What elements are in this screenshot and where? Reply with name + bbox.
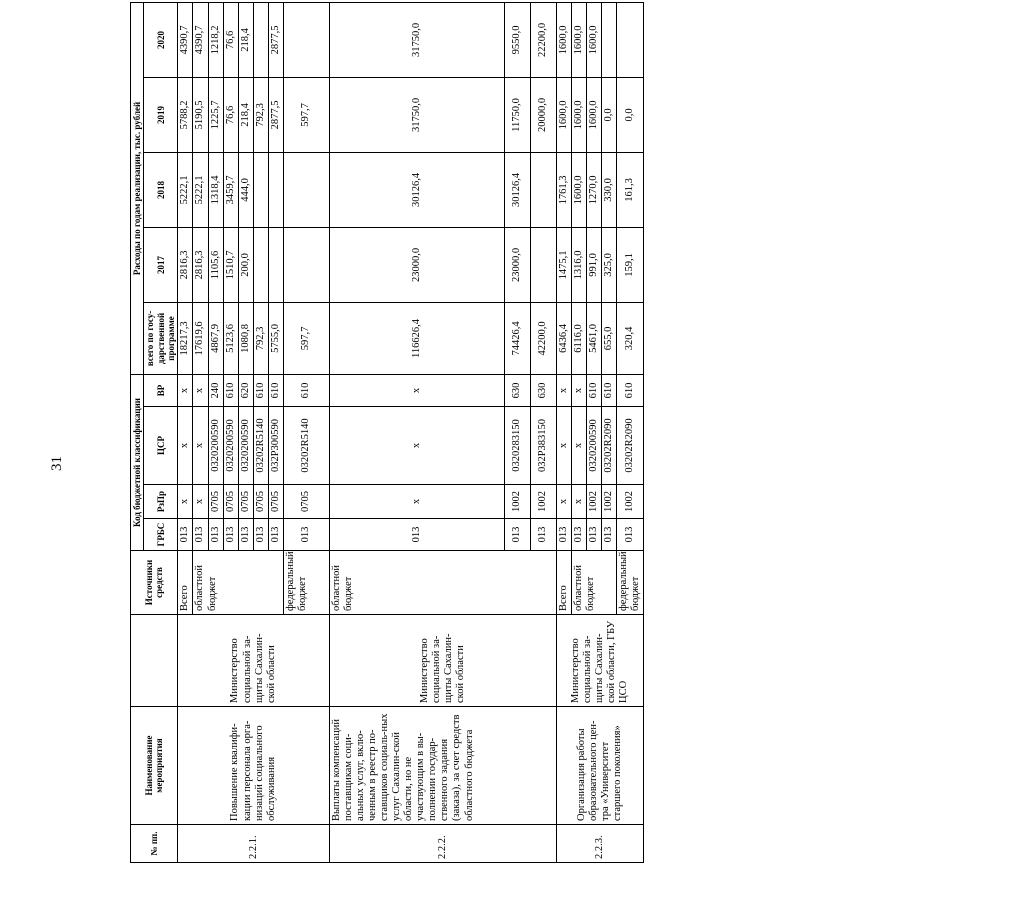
cell-vr: 610 (586, 374, 601, 406)
cell-y2018: 1600,0 (571, 152, 586, 227)
cell-vr: х (329, 374, 504, 406)
cell-y2018: 1318,4 (208, 152, 223, 227)
cell-rzpr: 0705 (268, 485, 283, 519)
cell-grbs: 013 (283, 519, 329, 551)
cell-csr: 032P383150 (530, 407, 556, 485)
funding-source: областной бюджет (571, 551, 616, 615)
cell-y2020: 1600,0 (556, 2, 571, 77)
cell-y2019: 1225,7 (208, 77, 223, 152)
header-rzpr: РзПр (144, 485, 178, 519)
funding-source: областной бюджет (193, 551, 283, 615)
cell-y2019: 31750,0 (329, 77, 504, 152)
cell-total: 655,0 (602, 302, 617, 374)
cell-y2020: 22200,0 (530, 2, 556, 77)
item-name: Организация работы образовательного цен-тра «Университет старшего поколения» (556, 707, 643, 825)
cell-rzpr: 0705 (253, 485, 268, 519)
funding-source: областной бюджет (329, 551, 556, 615)
cell-grbs: 013 (617, 519, 644, 551)
item-number: 2.2.1. (178, 825, 329, 863)
cell-grbs: 013 (178, 519, 193, 551)
table-body (178, 2, 644, 862)
cell-y2018: 30126,4 (504, 152, 530, 227)
cell-rzpr: 1002 (617, 485, 644, 519)
cell-grbs: 013 (329, 519, 504, 551)
cell-total: 116626,4 (329, 302, 504, 374)
cell-csr: 032P300590 (268, 407, 283, 485)
cell-y2017: 1316,0 (571, 227, 586, 302)
cell-y2018: 5222,1 (178, 152, 193, 227)
cell-y2019: 1600,0 (586, 77, 601, 152)
cell-y2019: 1600,0 (556, 77, 571, 152)
cell-y2019: 5788,2 (178, 77, 193, 152)
cell-y2020 (602, 2, 617, 77)
cell-total: 4867,9 (208, 302, 223, 374)
cell-total: 5461,0 (586, 302, 601, 374)
cell-total: 18217,3 (178, 302, 193, 374)
cell-grbs: 013 (193, 519, 208, 551)
cell-rzpr: 1002 (504, 485, 530, 519)
header-name: Наименование мероприятия (131, 707, 178, 825)
funding-source: Всего (178, 551, 193, 615)
cell-vr: 630 (504, 374, 530, 406)
header-no: № пп. (131, 825, 178, 863)
cell-y2020 (617, 2, 644, 77)
cell-y2017: 325,0 (602, 227, 617, 302)
cell-y2017: 2816,3 (178, 227, 193, 302)
cell-csr: 03202R5140 (253, 407, 268, 485)
funding-source: Всего (556, 551, 571, 615)
cell-csr: х (193, 407, 208, 485)
cell-y2020: 1600,0 (586, 2, 601, 77)
cell-y2019: 0,0 (617, 77, 644, 152)
cell-y2020 (283, 2, 329, 77)
header-grbs: ГРБС (144, 519, 178, 551)
cell-y2017: 1510,7 (223, 227, 238, 302)
cell-total: 5755,0 (268, 302, 283, 374)
cell-grbs: 013 (223, 519, 238, 551)
cell-vr: 610 (283, 374, 329, 406)
cell-y2020 (253, 2, 268, 77)
cell-y2017: 1105,6 (208, 227, 223, 302)
page-frame (120, 0, 1025, 859)
cell-y2018: 30126,4 (329, 152, 504, 227)
cell-vr: 240 (208, 374, 223, 406)
cell-y2018: 1270,0 (586, 152, 601, 227)
cell-y2018: 3459,7 (223, 152, 238, 227)
cell-y2019: 11750,0 (504, 77, 530, 152)
cell-rzpr: 1002 (586, 485, 601, 519)
cell-y2018 (253, 152, 268, 227)
cell-grbs: 013 (602, 519, 617, 551)
cell-y2019: 792,3 (253, 77, 268, 152)
cell-vr: х (193, 374, 208, 406)
cell-y2017: 991,0 (586, 227, 601, 302)
cell-rzpr: х (556, 485, 571, 519)
cell-vr: х (556, 374, 571, 406)
cell-rzpr: х (193, 485, 208, 519)
cell-rzpr: 1002 (602, 485, 617, 519)
cell-y2019: 76,6 (223, 77, 238, 152)
cell-grbs: 013 (530, 519, 556, 551)
cell-rzpr: 0705 (223, 485, 238, 519)
cell-y2017 (283, 227, 329, 302)
cell-y2018: 444,0 (238, 152, 253, 227)
cell-grbs: 013 (268, 519, 283, 551)
cell-csr: 03202R2090 (617, 407, 644, 485)
cell-y2018 (283, 152, 329, 227)
cell-total: 42200,0 (530, 302, 556, 374)
cell-y2019: 0,0 (602, 77, 617, 152)
funding-source: федеральный бюджет (617, 551, 644, 615)
cell-grbs: 013 (571, 519, 586, 551)
cell-rzpr: 1002 (530, 485, 556, 519)
cell-grbs: 013 (238, 519, 253, 551)
cell-vr: 610 (223, 374, 238, 406)
cell-csr: 0320200590 (223, 407, 238, 485)
header-year-2020: 2020 (144, 2, 178, 77)
cell-y2018: 5222,1 (193, 152, 208, 227)
cell-vr: 630 (530, 374, 556, 406)
cell-vr: 610 (617, 374, 644, 406)
cell-y2019: 2877,5 (268, 77, 283, 152)
cell-total: 597,7 (283, 302, 329, 374)
cell-y2017 (253, 227, 268, 302)
cell-y2017: 200,0 (238, 227, 253, 302)
cell-vr: х (178, 374, 193, 406)
header-executor (131, 615, 178, 707)
cell-csr: х (571, 407, 586, 485)
item-executor: Министерство социальной за-щиты Сахалин-ской области (329, 615, 556, 707)
cell-grbs: 013 (586, 519, 601, 551)
cell-total: 74426,4 (504, 302, 530, 374)
cell-y2019: 20000,0 (530, 77, 556, 152)
cell-csr: 0320200590 (586, 407, 601, 485)
cell-y2020: 31750,0 (329, 2, 504, 77)
cell-y2017: 159,1 (617, 227, 644, 302)
header-budget-code: Код бюджетной классификации (131, 374, 144, 550)
cell-total: 5123,6 (223, 302, 238, 374)
cell-y2019: 1600,0 (571, 77, 586, 152)
item-executor: Министерство социальной за-щиты Сахалин-ской области (178, 615, 329, 707)
cell-y2019: 218,4 (238, 77, 253, 152)
table-row (178, 2, 193, 862)
cell-y2017 (530, 227, 556, 302)
rotated-page (120, 0, 760, 905)
cell-y2020: 4390,7 (178, 2, 193, 77)
cell-y2020: 76,6 (223, 2, 238, 77)
cell-total: 17619,6 (193, 302, 208, 374)
cell-grbs: 013 (208, 519, 223, 551)
cell-y2017: 23000,0 (504, 227, 530, 302)
cell-y2017 (268, 227, 283, 302)
item-name: Выплаты компенсаций поставщикам соци-альных услуг, вклю-ченным в реестр по-ставщиков социаль-ных услуг Сахалин-ской области, но не участвующим в вы-полнении государ-ственного задания (заказа), за счет средств областного бюджета (329, 707, 556, 825)
cell-y2018: 161,3 (617, 152, 644, 227)
cell-y2018: 1761,3 (556, 152, 571, 227)
cell-y2017: 2816,3 (193, 227, 208, 302)
cell-y2020: 2877,5 (268, 2, 283, 77)
cell-csr: 03202R5140 (283, 407, 329, 485)
header-total: всего по госу-дарственной программе (144, 302, 178, 374)
cell-rzpr: х (329, 485, 504, 519)
funding-source: федеральный бюджет (283, 551, 329, 615)
page-number: 31 (49, 456, 65, 471)
cell-vr: 610 (253, 374, 268, 406)
cell-total: 792,3 (253, 302, 268, 374)
cell-csr: х (329, 407, 504, 485)
header-year-2019: 2019 (144, 77, 178, 152)
table-row (329, 2, 504, 862)
cell-rzpr: 0705 (208, 485, 223, 519)
cell-vr: х (571, 374, 586, 406)
cell-rzpr: х (178, 485, 193, 519)
cell-csr: х (178, 407, 193, 485)
cell-y2019: 5190,5 (193, 77, 208, 152)
cell-csr: 0320200590 (238, 407, 253, 485)
cell-y2020: 1600,0 (571, 2, 586, 77)
cell-vr: 610 (602, 374, 617, 406)
cell-rzpr: 0705 (283, 485, 329, 519)
cell-csr: 0320200590 (208, 407, 223, 485)
header-year-2018: 2018 (144, 152, 178, 227)
cell-csr: 0320283150 (504, 407, 530, 485)
item-executor: Министерство социальной за-щиты Сахалин-ской области, ГБУ ЦСО (556, 615, 643, 707)
cell-csr: 03202R2090 (602, 407, 617, 485)
cell-vr: 610 (268, 374, 283, 406)
header-source: Источники средств (131, 551, 178, 615)
cell-grbs: 013 (556, 519, 571, 551)
item-name: Повышение квалифи-кации персонала орга-низаций социального обслуживания (178, 707, 329, 825)
cell-y2020: 9550,0 (504, 2, 530, 77)
cell-total: 6116,0 (571, 302, 586, 374)
budget-table (130, 2, 644, 863)
cell-grbs: 013 (504, 519, 530, 551)
header-csr: ЦСР (144, 407, 178, 485)
cell-rzpr: х (571, 485, 586, 519)
header-row-1 (131, 2, 144, 862)
cell-rzpr: 0705 (238, 485, 253, 519)
item-number: 2.2.2. (329, 825, 556, 863)
cell-y2019: 597,7 (283, 77, 329, 152)
cell-y2020: 218,4 (238, 2, 253, 77)
cell-y2020: 1218,2 (208, 2, 223, 77)
cell-y2020: 4390,7 (193, 2, 208, 77)
header-year-2017: 2017 (144, 227, 178, 302)
item-number: 2.2.3. (556, 825, 643, 863)
cell-total: 1080,8 (238, 302, 253, 374)
cell-y2018: 330,0 (602, 152, 617, 227)
cell-y2017: 1475,1 (556, 227, 571, 302)
cell-y2017: 23000,0 (329, 227, 504, 302)
header-vr: ВР (144, 374, 178, 406)
cell-total: 6436,4 (556, 302, 571, 374)
cell-vr: 620 (238, 374, 253, 406)
cell-y2018 (268, 152, 283, 227)
cell-total: 320,4 (617, 302, 644, 374)
header-years-caption: Расходы по годам реализации, тыс. рублей (131, 2, 144, 374)
cell-grbs: 013 (253, 519, 268, 551)
table-row (556, 2, 571, 862)
cell-y2018 (530, 152, 556, 227)
cell-csr: х (556, 407, 571, 485)
